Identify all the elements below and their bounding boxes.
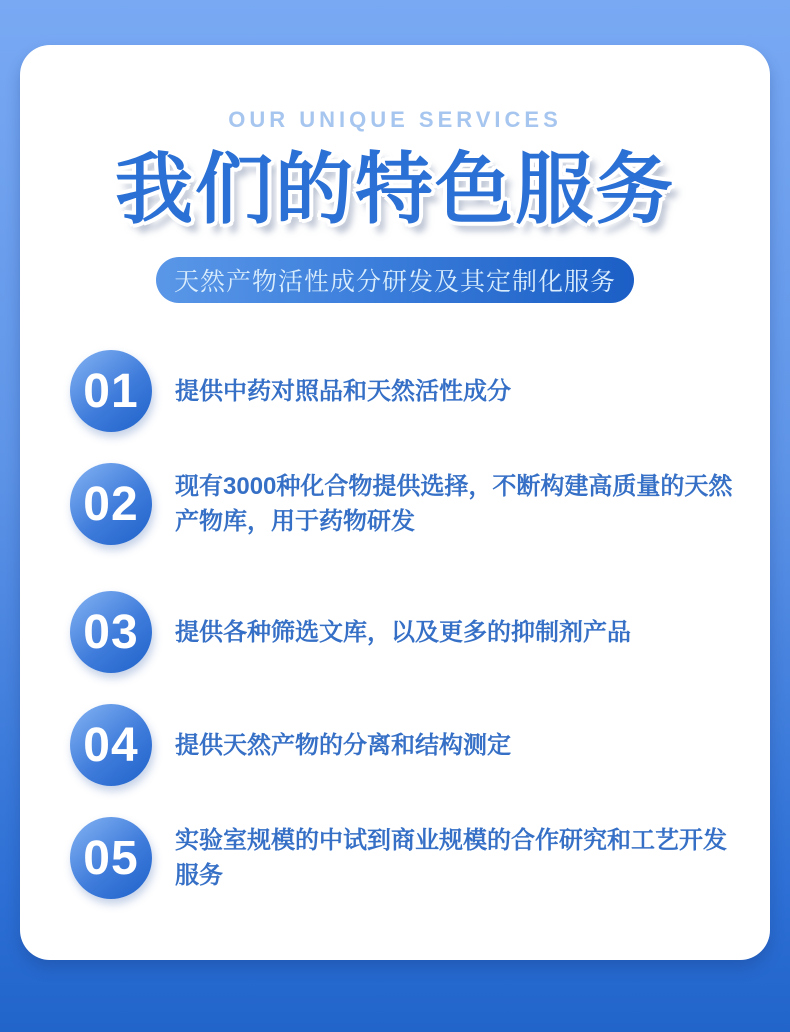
service-item-02 — [70, 463, 740, 545]
service-item-04 — [70, 704, 740, 786]
service-number-badge — [70, 463, 152, 545]
service-number-badge — [70, 817, 152, 899]
services-list — [70, 350, 740, 930]
services-card — [20, 45, 770, 960]
service-description: 提供中药对照品和天然活性成分 — [175, 377, 511, 405]
service-number-badge — [70, 704, 152, 786]
service-description: 实验室规模的中试到商业规模的合作研究和工艺开发服务 — [175, 827, 727, 889]
service-number-badge — [70, 350, 152, 432]
service-number: 05 — [83, 831, 139, 885]
subtitle-text: 天然产物活性成分研发及其定制化服务 — [173, 268, 616, 296]
service-description: 提供各种筛选文库，以及更多的抑制剂产品 — [175, 618, 631, 646]
service-item-03 — [70, 591, 740, 673]
service-description: 提供天然产物的分离和结构测定 — [175, 731, 511, 759]
service-number: 02 — [83, 477, 139, 531]
service-description: 现有3000种化合物提供选择，不断构建高质量的天然产物库，用于药物研发 — [175, 473, 733, 535]
service-item-05 — [70, 817, 740, 899]
service-number: 01 — [83, 364, 139, 418]
page-title: 我们的特色服务 — [114, 145, 675, 233]
eyebrow-text: OUR UNIQUE SERVICES — [228, 107, 562, 132]
service-number: 04 — [83, 718, 139, 772]
subtitle-ribbon — [156, 257, 634, 303]
service-number-badge — [70, 591, 152, 673]
service-item-01 — [70, 350, 740, 432]
service-number: 03 — [83, 605, 139, 659]
